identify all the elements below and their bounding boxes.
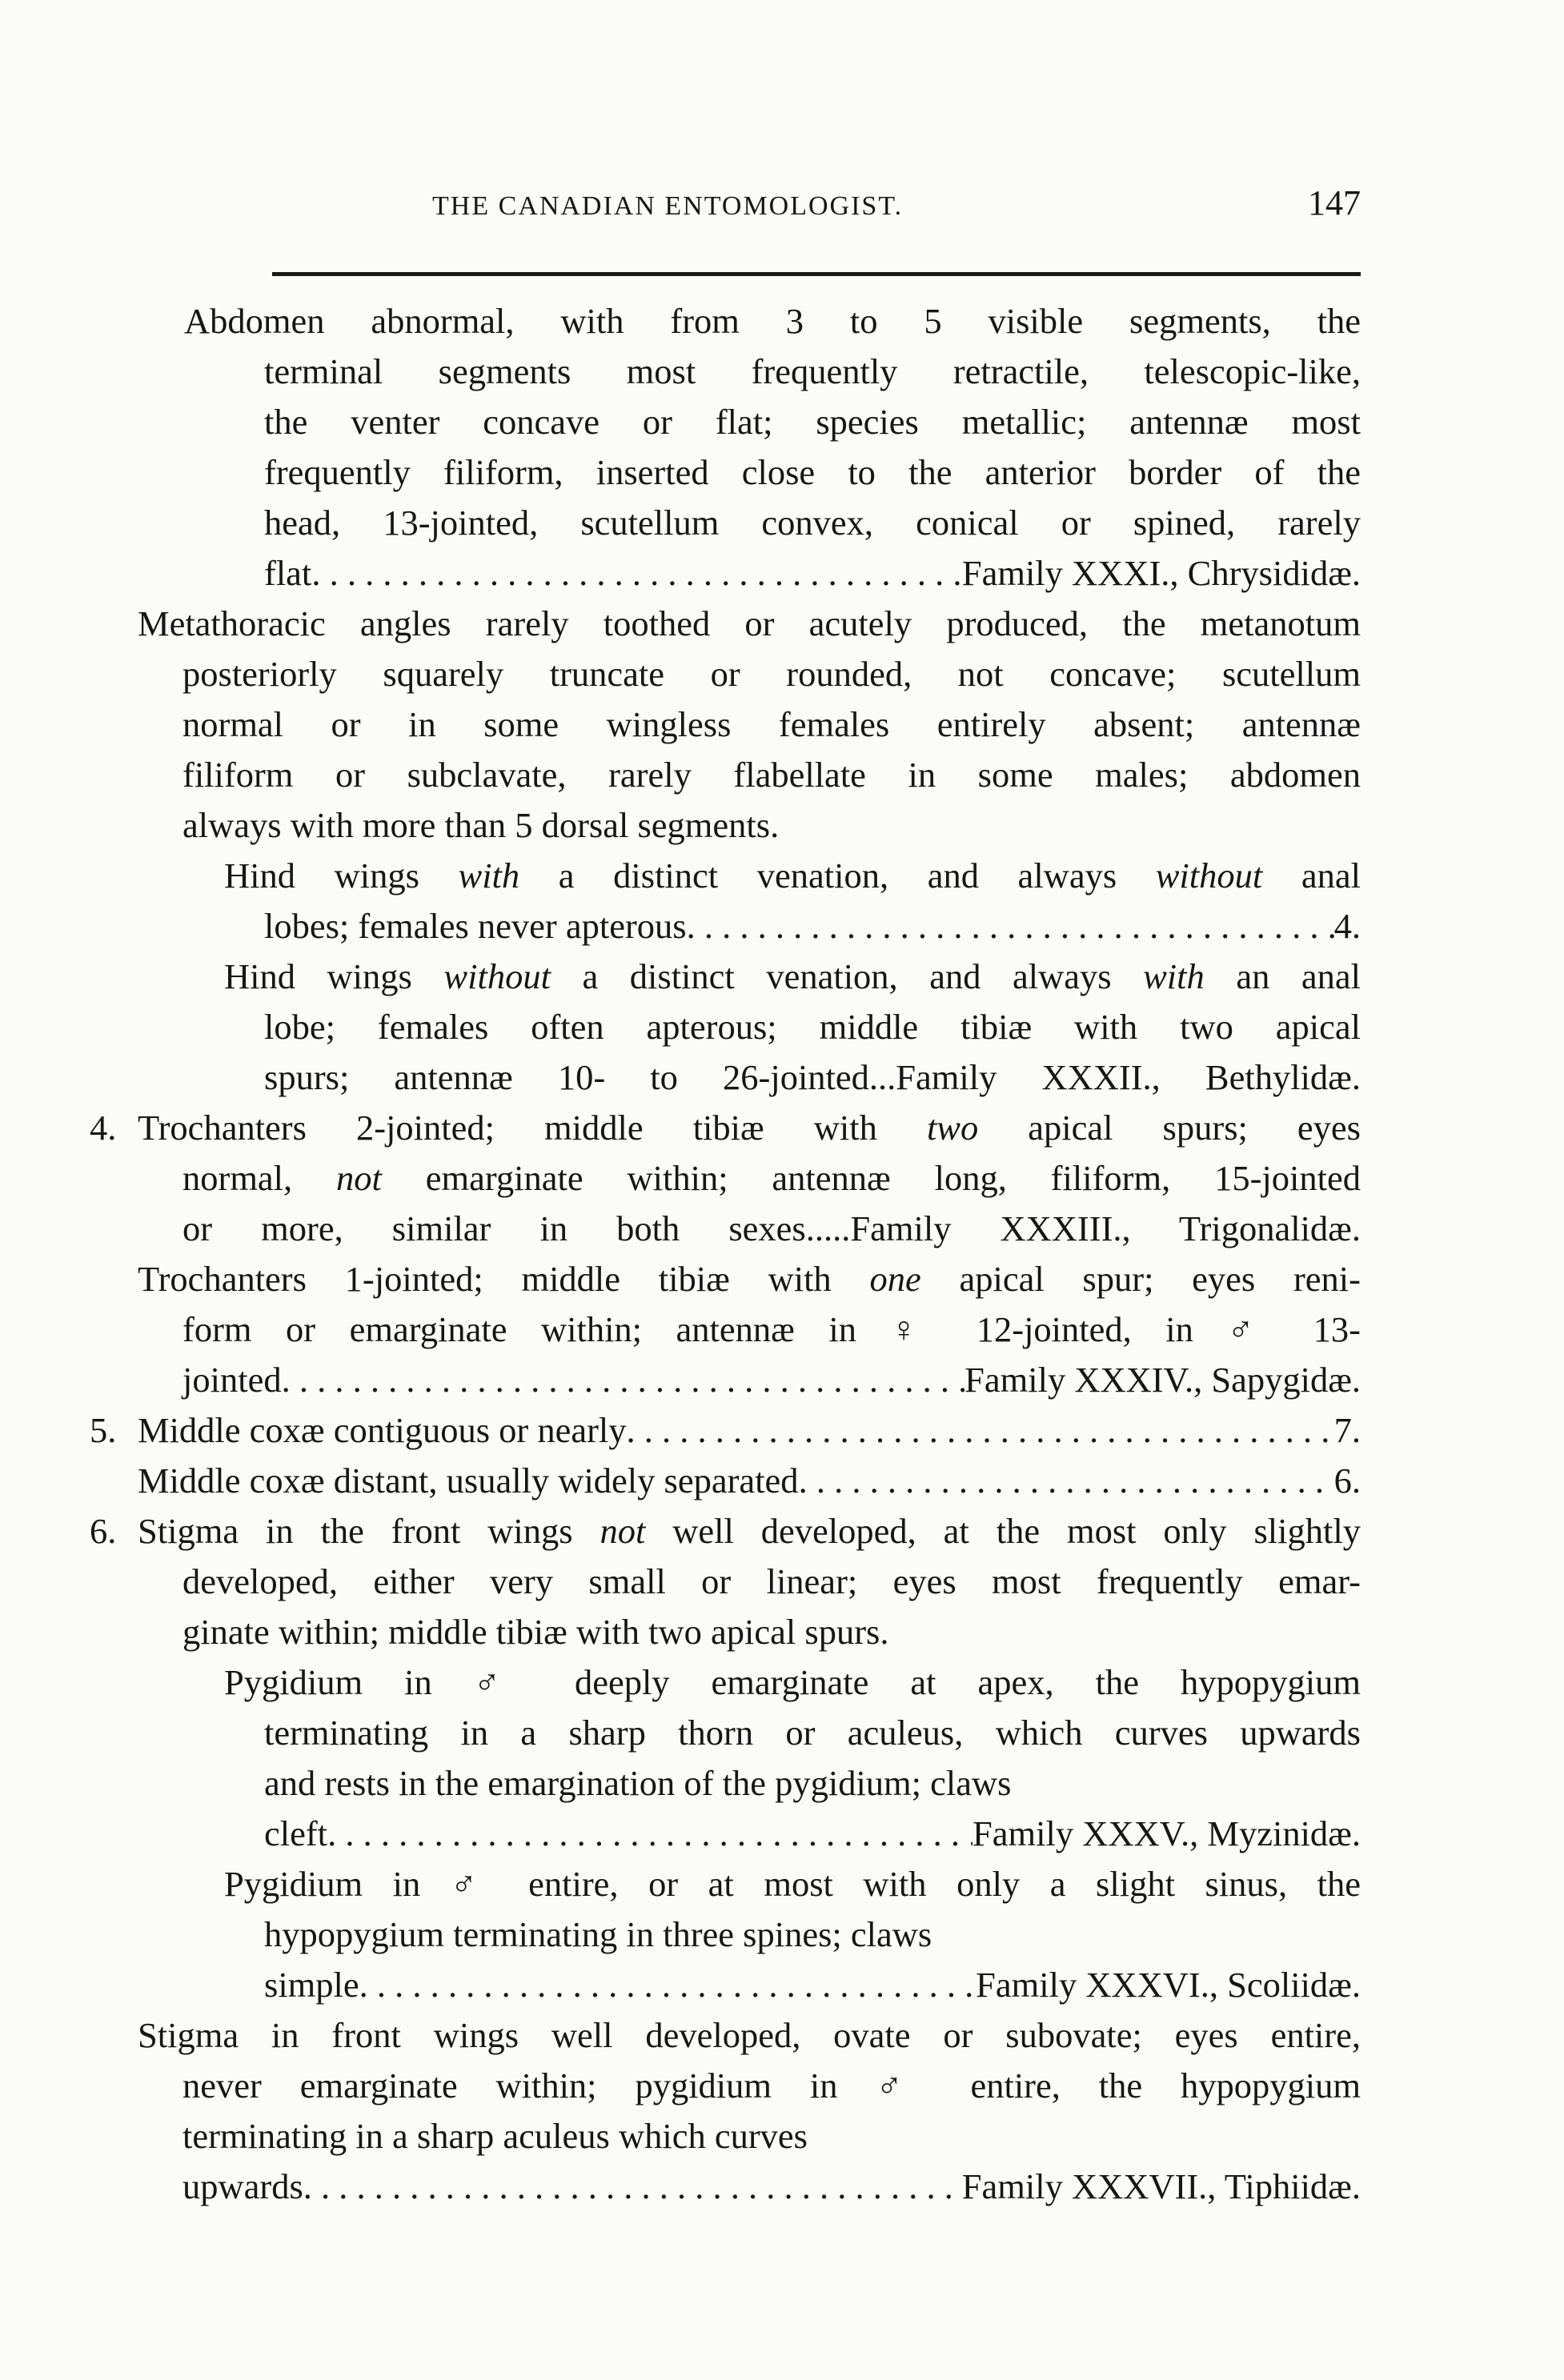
text-line: normal, not emarginate within; antennæ long, filiform, 15-jointed (182, 1158, 1361, 1198)
lead-text: cleft (264, 1813, 328, 1853)
text-line: Stigma in the front wings not well developed, at the most only slightly (138, 1511, 1361, 1551)
text-line: normal or in some wingless females entirely absent; antennæ (182, 704, 1361, 744)
text-line: lobe; females often apterous; middle tibiæ with two apical (264, 1007, 1361, 1047)
running-title: THE CANADIAN ENTOMOLOGIST. (432, 191, 904, 221)
page-number: 147 (1308, 183, 1361, 222)
text-line: always with more than 5 dorsal segments. (182, 805, 780, 845)
text-line: terminating in a sharp thorn or aculeus, which curves upwards (264, 1713, 1361, 1753)
text-line: Hind wings without a distinct venation, and always with an anal (224, 956, 1361, 996)
text-line: developed, either very small or linear; eyes most frequently emar- (182, 1561, 1361, 1601)
text-line: posteriorly squarely truncate or rounded, not concave; scutellum (182, 654, 1361, 694)
text-line: Trochanters 1-jointed; middle tibiæ with one apical spur; eyes reni- (138, 1259, 1361, 1299)
text-line: terminating in a sharp aculeus which curves (182, 2116, 808, 2156)
leader-dots (799, 1456, 1334, 1506)
family-label: Family XXXV., Myzinidæ. (972, 1813, 1361, 1853)
running-header (272, 182, 1361, 230)
leader-line (138, 1456, 1361, 1506)
text-line: Hind wings with a distinct venation, and always without anal (224, 855, 1361, 896)
text-line: hypopygium terminating in three spines; claws (264, 1914, 932, 1954)
leader-dots (687, 901, 1334, 952)
leader-line (264, 548, 1361, 599)
key-reference: 4. (1333, 906, 1361, 946)
text-line: spurs; antennæ 10- to 26-jointed...Family XXXII., Bethylidæ. (264, 1057, 1361, 1097)
lead-text: flat (264, 553, 312, 593)
leader-dots (311, 548, 962, 599)
text-line: Abdomen abnormal, with from 3 to 5 visible segments, the (184, 301, 1361, 341)
leader-line (138, 1405, 1361, 1456)
leader-dots (359, 1960, 976, 2010)
header-rule (272, 272, 1361, 276)
leader-line (264, 1960, 1361, 2010)
family-label: Family XXXVII., Tiphiidæ. (961, 2166, 1361, 2206)
text-line: filiform or subclavate, rarely flabellate in some males; abdomen (182, 755, 1361, 795)
text-line: terminal segments most frequently retractile, telescopic-like, (264, 351, 1361, 391)
text-line: or more, similar in both sexes.....Family XXXIII., Trigonalidæ. (182, 1208, 1361, 1248)
lead-text: jointed (182, 1360, 282, 1400)
text-line: ginate within; middle tibiæ with two apical spurs. (182, 1612, 889, 1652)
family-label: Family XXXVI., Scoliidæ. (976, 1965, 1361, 2005)
text-line: Pygidium in ♂ entire, or at most with only a slight sinus, the (224, 1864, 1361, 1904)
key-reference: 6. (1333, 1460, 1361, 1501)
lead-text: upwards (182, 2166, 303, 2206)
text-line: and rests in the emargination of the pygidium; claws (264, 1763, 1012, 1803)
leader-dots (282, 1355, 965, 1405)
text-line: Metathoracic angles rarely toothed or acutely produced, the metanotum (138, 603, 1361, 643)
text-line: form or emarginate within; antennæ in ♀ 12-jointed, in ♂ 13- (182, 1309, 1361, 1349)
text-line: head, 13-jointed, scutellum convex, conical or spined, rarely (264, 503, 1361, 543)
text-line: frequently filiform, inserted close to the anterior border of the (264, 452, 1361, 492)
leader-dots (303, 2162, 962, 2212)
family-label: Family XXXIV., Sapygidæ. (964, 1360, 1361, 1400)
text-line: Pygidium in ♂ deeply emarginate at apex, the hypopygium (224, 1662, 1361, 1702)
leader-line (264, 1809, 1361, 1859)
leader-dots (627, 1405, 1334, 1456)
key-reference: 7. (1333, 1410, 1361, 1450)
leader-line (182, 1355, 1361, 1405)
text-line: never emarginate within; pygidium in ♂ entire, the hypopygium (182, 2065, 1361, 2106)
leader-dots (327, 1809, 972, 1859)
text-line: Stigma in front wings well developed, ovate or subovate; eyes entire, (138, 2015, 1361, 2055)
text-line: the venter concave or flat; species metallic; antennæ most (264, 402, 1361, 442)
family-label: Family XXXI., Chrysididæ. (961, 553, 1361, 593)
lead-text: simple (264, 1965, 359, 2005)
lead-text: lobes; females never apterous (264, 906, 687, 946)
couplet-number: 5. (90, 1410, 117, 1450)
couplet-number: 6. (90, 1511, 117, 1551)
lead-text: Middle coxæ contiguous or nearly (138, 1410, 627, 1450)
couplet-number: 4. (90, 1108, 117, 1148)
lead-text: Middle coxæ distant, usually widely separated (138, 1460, 799, 1501)
text-line: Trochanters 2-jointed; middle tibiæ with two apical spurs; eyes (138, 1108, 1361, 1148)
leader-line (182, 2162, 1361, 2212)
leader-line (264, 901, 1361, 952)
